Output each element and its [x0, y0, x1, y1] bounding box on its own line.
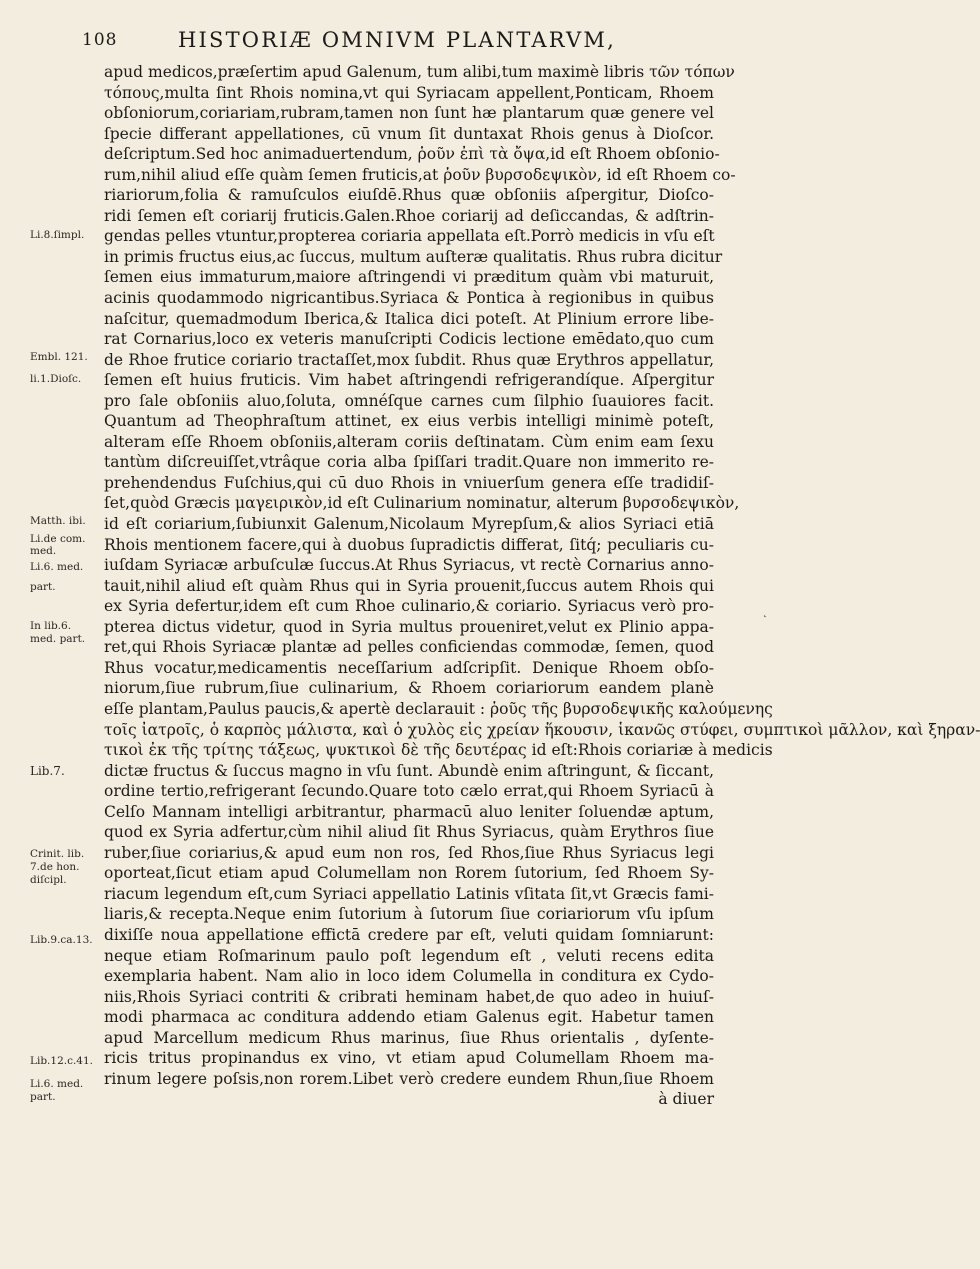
- text-line: dixiſſe noua appellatione effictā credere par eſt, veluti quidam ſomniarunt:: [104, 925, 714, 944]
- text-line: pterea dictus videtur, quod in Syria multus proueniret,velut ex Plinio appa-: [104, 617, 714, 636]
- margin-note: In lib.6.: [30, 620, 72, 632]
- text-line: rat Cornarius,loco ex veteris manuſcripti Codicis lectione emēdato,quo cum: [104, 330, 714, 349]
- margin-note: Lib.7.: [30, 764, 65, 778]
- text-line: oporteat,ſicut etiam apud Columellam non Rorem ſutorium, ſed Rhoem Sy-: [104, 864, 714, 883]
- text-line: apud Marcellum medicum Rhus marinus, ſiue Rhus orientalis , dyſente-: [104, 1028, 714, 1047]
- margin-note: Li.8.ſimpl.: [30, 229, 85, 241]
- text-line: obſoniorum,coriariam,rubram,tamen non ſunt hæ plantarum quæ genere vel: [104, 104, 714, 123]
- page-number: 108: [82, 30, 118, 50]
- text-line: liaris,& recepta.Neque enim ſutorium à ſutorum ſiue coriariorum vſu ipſum: [104, 905, 714, 924]
- margin-note: Crinit. lib.: [30, 848, 85, 860]
- text-line: ex Syria defertur,idem eſt cum Rhoe culinario,& coriario. Syriacus verò pro-: [104, 597, 714, 616]
- text-line: τόπους,multa ſint Rhois nomina,vt qui Syriacam appellent,Ponticam, Rhoem: [104, 83, 714, 102]
- margin-note: 7.de hon.: [30, 861, 80, 873]
- text-line: ret,qui Rhois Syriacæ plantæ ad pelles conficiendas commodæ, ſemen, quod: [104, 638, 714, 657]
- text-line: rum,nihil aliud eſſe quàm ſemen fruticis,at ῥοῦν βυρσοδεψικὸν, id eſt Rhoem co-: [104, 165, 736, 184]
- text-line: neque etiam Roſmarinum paulo poſt legendum eſt , veluti recens edita: [104, 946, 714, 965]
- text-line: niis,Rhois Syriaci contriti & cribrati heminam habet,de quo adeo in huiuſ-: [104, 987, 714, 1006]
- text-line: id eſt coriarium,ſubiunxit Galenum,Nicolaum Myrepſum,& alios Syriaci etiā: [104, 515, 714, 534]
- text-line: quod ex Syria adfertur,cùm nihil aliud ſit Rhus Syriacus, quàm Erythros ſiue: [104, 823, 714, 842]
- text-line: τοῖς ἰατροῖς, ὁ καρπὸς μάλιστα, καὶ ὁ χυλὸς εἰς χρείαν ἥκουσιν, ἱκανῶς στύφει, συμπτικοὶ μᾶλλον, καὶ ξηραν-: [104, 720, 980, 739]
- text-line: alteram eſſe Rhoem obſoniis,alteram coriis deſtinatam. Cùm enim eam ſexu: [104, 432, 714, 451]
- text-line: ruber,ſiue coriarius,& apud eum non ros, ſed Rhos,ſiue Rhus Syriacus legi: [104, 843, 714, 862]
- text-line: eſſe plantam,Paulus paucis,& apertè declarauit : ῥοῦς τῆς βυρσοδεψικῆς καλούμενης: [104, 699, 773, 718]
- text-line: Rhois mentionem facere,qui à duobus ſupradictis differat, ſitq́; peculiaris cu-: [104, 535, 714, 554]
- text-line: iuſdam Syriacæ arbuſculæ ſuccus.At Rhus Syriacus, vt rectè Cornarius anno-: [104, 556, 714, 575]
- text-line: modi pharmaca ac conditura addendo etiam Galenus egit. Habetur tamen: [104, 1008, 714, 1027]
- text-line: ſemen eius immaturum,maiore aſtringendi vi præditum quàm vbi maturuit,: [104, 268, 714, 287]
- text-line: exemplaria habent. Nam alio in loco idem Columella in conditura ex Cydo-: [104, 967, 714, 986]
- running-title: HISTORIÆ OMNIVM PLANTARVM,: [178, 28, 616, 52]
- body-text: [104, 62, 980, 1110]
- margin-note: Lib.12.c.41.: [30, 1055, 94, 1067]
- margin-note: Matth. ibi.: [30, 515, 86, 527]
- text-line: Celſo Mannam intelligi arbitrantur, pharmacū aluo leniter ſoluendæ aptum,: [104, 802, 714, 821]
- text-line: rinum legere poſsis,non rorem.Libet verò credere eundem Rhun,ſiue Rhoem: [104, 1069, 714, 1088]
- text-line: tauit,nihil aliud eſt quàm Rhus qui in Syria prouenit,ſuccus autem Rhois qui: [104, 576, 714, 595]
- margin-note: diſcipl.: [30, 874, 67, 886]
- text-line: riariorum,folia & ramuſculos eiuſdē.Rhus quæ obſoniis aſpergitur, Dioſco-: [104, 186, 714, 205]
- margin-note: med. part.: [30, 633, 86, 645]
- margin-note: part.: [30, 581, 56, 593]
- text-line: τικοὶ ἐκ τῆς τρίτης τάξεως, ψυκτικοὶ δὲ τῆς δευτέρας id eſt:Rhois coriariæ à medicis: [104, 741, 773, 760]
- text-line: ſemen eſt huius fruticis. Vim habet aſtringendi refrigerandíque. Aſpergitur: [104, 371, 714, 390]
- text-line: Quantum ad Theophraſtum attinet, ex eius verbis intelligi minimè poteſt,: [104, 412, 714, 431]
- text-line: de Rhoe frutice coriario tractaſſet,mox ſubdit. Rhus quæ Erythros appellatur,: [104, 350, 714, 369]
- catchword: à diuer: [658, 1090, 714, 1109]
- text-line: dictæ fructus & ſuccus magno in vſu ſunt. Abundè enim aſtringunt, & ſiccant,: [104, 761, 714, 780]
- margin-note: Lib.9.ca.13.: [30, 934, 93, 946]
- text-line: tantùm diſcreuiſſet,vtrâque coria alba ſpiſſari tradit.Quare non immerito re-: [104, 453, 714, 472]
- margin-note: Li.de com.: [30, 533, 86, 545]
- text-line: deſcriptum.Sed hoc animaduertendum, ῥοῦν ἐπὶ τὰ ὄψα,id eſt Rhoem obſonio-: [104, 145, 720, 164]
- text-line: acinis quodammodo nigricantibus.Syriaca & Pontica à regionibus in quibus: [104, 289, 714, 308]
- text-line: Rhus vocatur,medicamentis neceſſarium adſcripſit. Denique Rhoem obſo-: [104, 658, 714, 677]
- margin-note: part.: [30, 1091, 56, 1103]
- text-line: ordine tertio,refrigerant ſecundo.Quare toto cælo errat,qui Rhoem Syriacū à: [104, 782, 714, 801]
- margin-note: Embl. 121.: [30, 351, 88, 363]
- text-line: ſpecie differant appellationes, cū vnum ſit duntaxat Rhois genus à Dioſcor.: [104, 124, 714, 143]
- text-line: ricis tritus propinandus ex vino, vt etiam apud Columellam Rhoem ma-: [104, 1049, 714, 1068]
- margin-note: Li.6. med.: [30, 1078, 84, 1090]
- text-line: in primis fructus eius,ac ſuccus, multum auſteræ qualitatis. Rhus rubra dicitur: [104, 247, 723, 266]
- margin-note: Li.6. med.: [30, 561, 84, 573]
- text-line: apud medicos,præſertim apud Galenum, tum alibi,tum maximè libris τῶν τόπων: [104, 63, 735, 81]
- margin-note: li.1.Dioſc.: [30, 373, 82, 385]
- text-line: pro ſale obſoniis aluo,ſoluta, omnéſque carnes cum ſilphio ſuauiores facit.: [104, 391, 714, 410]
- text-line: ſet,quòd Græcis μαγειρικὸν,id eſt Culinarium nominatur, alterum βυρσοδεψικὸν,: [104, 494, 740, 513]
- text-line: niorum,ſiue rubrum,ſiue culinarium, & Rhoem coriariorum eandem planè: [104, 679, 714, 698]
- margin-note: med.: [30, 545, 57, 557]
- text-line: gendas pelles vtuntur,propterea coriaria appellata eſt.Porrò medicis in vſu eſt: [104, 227, 715, 246]
- text-line: riacum legendum eſt,cum Syriaci appellatio Latinis vſitata ſit,vt Græcis fami-: [104, 884, 714, 903]
- margin-mark: ˛: [762, 604, 768, 618]
- text-line: naſcitur, quemadmodum Iberica,& Italica dici poteſt. At Plinium errore libe-: [104, 309, 714, 328]
- text-line: ridi ſemen eſt coriarij fruticis.Galen.Rhoe coriarij ad deſiccandas, & adſtrin-: [104, 206, 714, 225]
- text-line: prehendendus Fuſchius,qui cū duo Rhois in vniuerſum genera eſſe tradidiſ-: [104, 473, 714, 492]
